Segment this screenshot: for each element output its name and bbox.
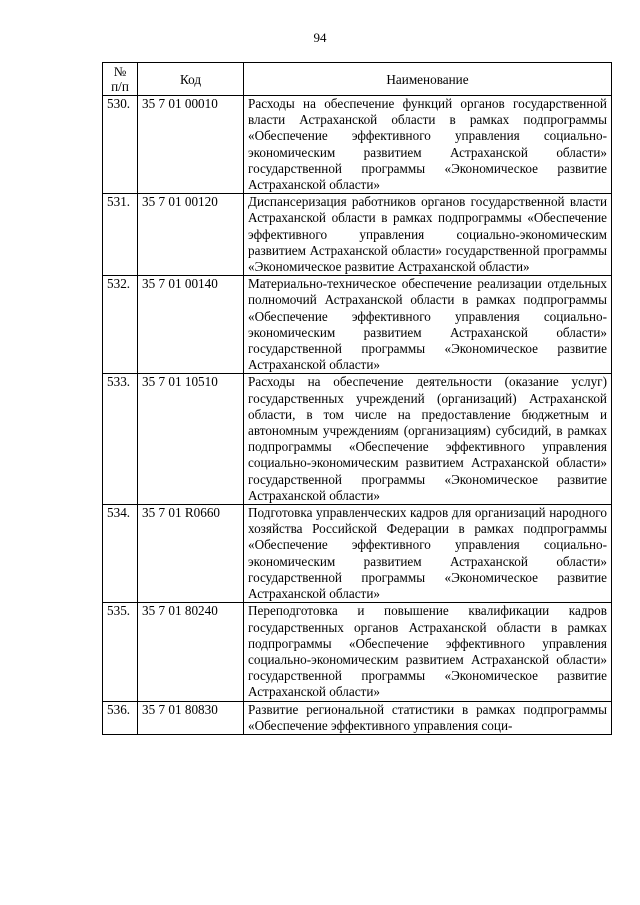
- row-number: 532.: [103, 276, 138, 374]
- row-number: 535.: [103, 603, 138, 701]
- row-number: 533.: [103, 374, 138, 505]
- row-code: 35 7 01 80240: [138, 603, 244, 701]
- row-code: 35 7 01 80830: [138, 701, 244, 734]
- budget-codes-table: [102, 62, 612, 735]
- row-name: Диспансеризация работников органов государственной власти Астраханской области в рамках подпрограммы «Обеспечение эффективного управления социально-экономическим развитием Астраханской области» государственной программы «Экономическое развитие Астраханской области»: [244, 194, 612, 276]
- row-code: 35 7 01 R0660: [138, 505, 244, 603]
- table-row: [103, 701, 612, 734]
- row-code: 35 7 01 00120: [138, 194, 244, 276]
- header-code: Код: [138, 63, 244, 96]
- row-number: 530.: [103, 96, 138, 194]
- row-code: 35 7 01 00010: [138, 96, 244, 194]
- row-name: Подготовка управленческих кадров для организаций народного хозяйства Российской Федерации в рамках подпрограммы «Обеспечение эффективного управления социально-экономическим развитием Астраханской области» государственной программы «Экономическое развитие Астраханской области»: [244, 505, 612, 603]
- row-code: 35 7 01 00140: [138, 276, 244, 374]
- table-row: [103, 374, 612, 505]
- table-row: [103, 603, 612, 701]
- table-row: [103, 505, 612, 603]
- table-row: [103, 96, 612, 194]
- header-name: Наименование: [244, 63, 612, 96]
- row-number: 531.: [103, 194, 138, 276]
- header-number-symbol: №: [113, 64, 127, 79]
- table-header-row: [103, 63, 612, 96]
- header-number: [103, 63, 138, 96]
- table-row: [103, 276, 612, 374]
- row-code: 35 7 01 10510: [138, 374, 244, 505]
- page-number: 94: [313, 30, 327, 45]
- header-number-abbr: п/п: [111, 79, 129, 94]
- row-name: Переподготовка и повышение квалификации кадров государственных органов Астраханской области в рамках подпрограммы «Обеспечение эффективного управления социально-экономическим развитием Астраханской области» государственной программы «Экономическое развитие Астраханской области»: [244, 603, 612, 701]
- table-row: [103, 194, 612, 276]
- row-name: Развитие региональной статистики в рамках подпрограммы «Обеспечение эффективного управления соци-: [244, 701, 612, 734]
- row-name: Материально-техническое обеспечение реализации отдельных полномочий Астраханской области в рамках подпрограммы «Обеспечение эффективного управления социально-экономическим развитием Астраханской области» государственной программы «Экономическое развитие Астраханской области»: [244, 276, 612, 374]
- row-number: 534.: [103, 505, 138, 603]
- row-name: Расходы на обеспечение функций органов государственной власти Астраханской области в рамках подпрограммы «Обеспечение эффективного управления социально-экономическим развитием Астраханской области» государственной программы «Экономическое развитие Астраханской области»: [244, 96, 612, 194]
- row-name: Расходы на обеспечение деятельности (оказание услуг) государственных учреждений (организаций) Астраханской области, в том числе на предоставление бюджетным и автономным учреждениям (организациям) субсидий, в рамках подпрограммы «Обеспечение эффективного управления социально-экономическим развитием Астраханской области» государственной программы «Экономическое развитие Астраханской области»: [244, 374, 612, 505]
- row-number: 536.: [103, 701, 138, 734]
